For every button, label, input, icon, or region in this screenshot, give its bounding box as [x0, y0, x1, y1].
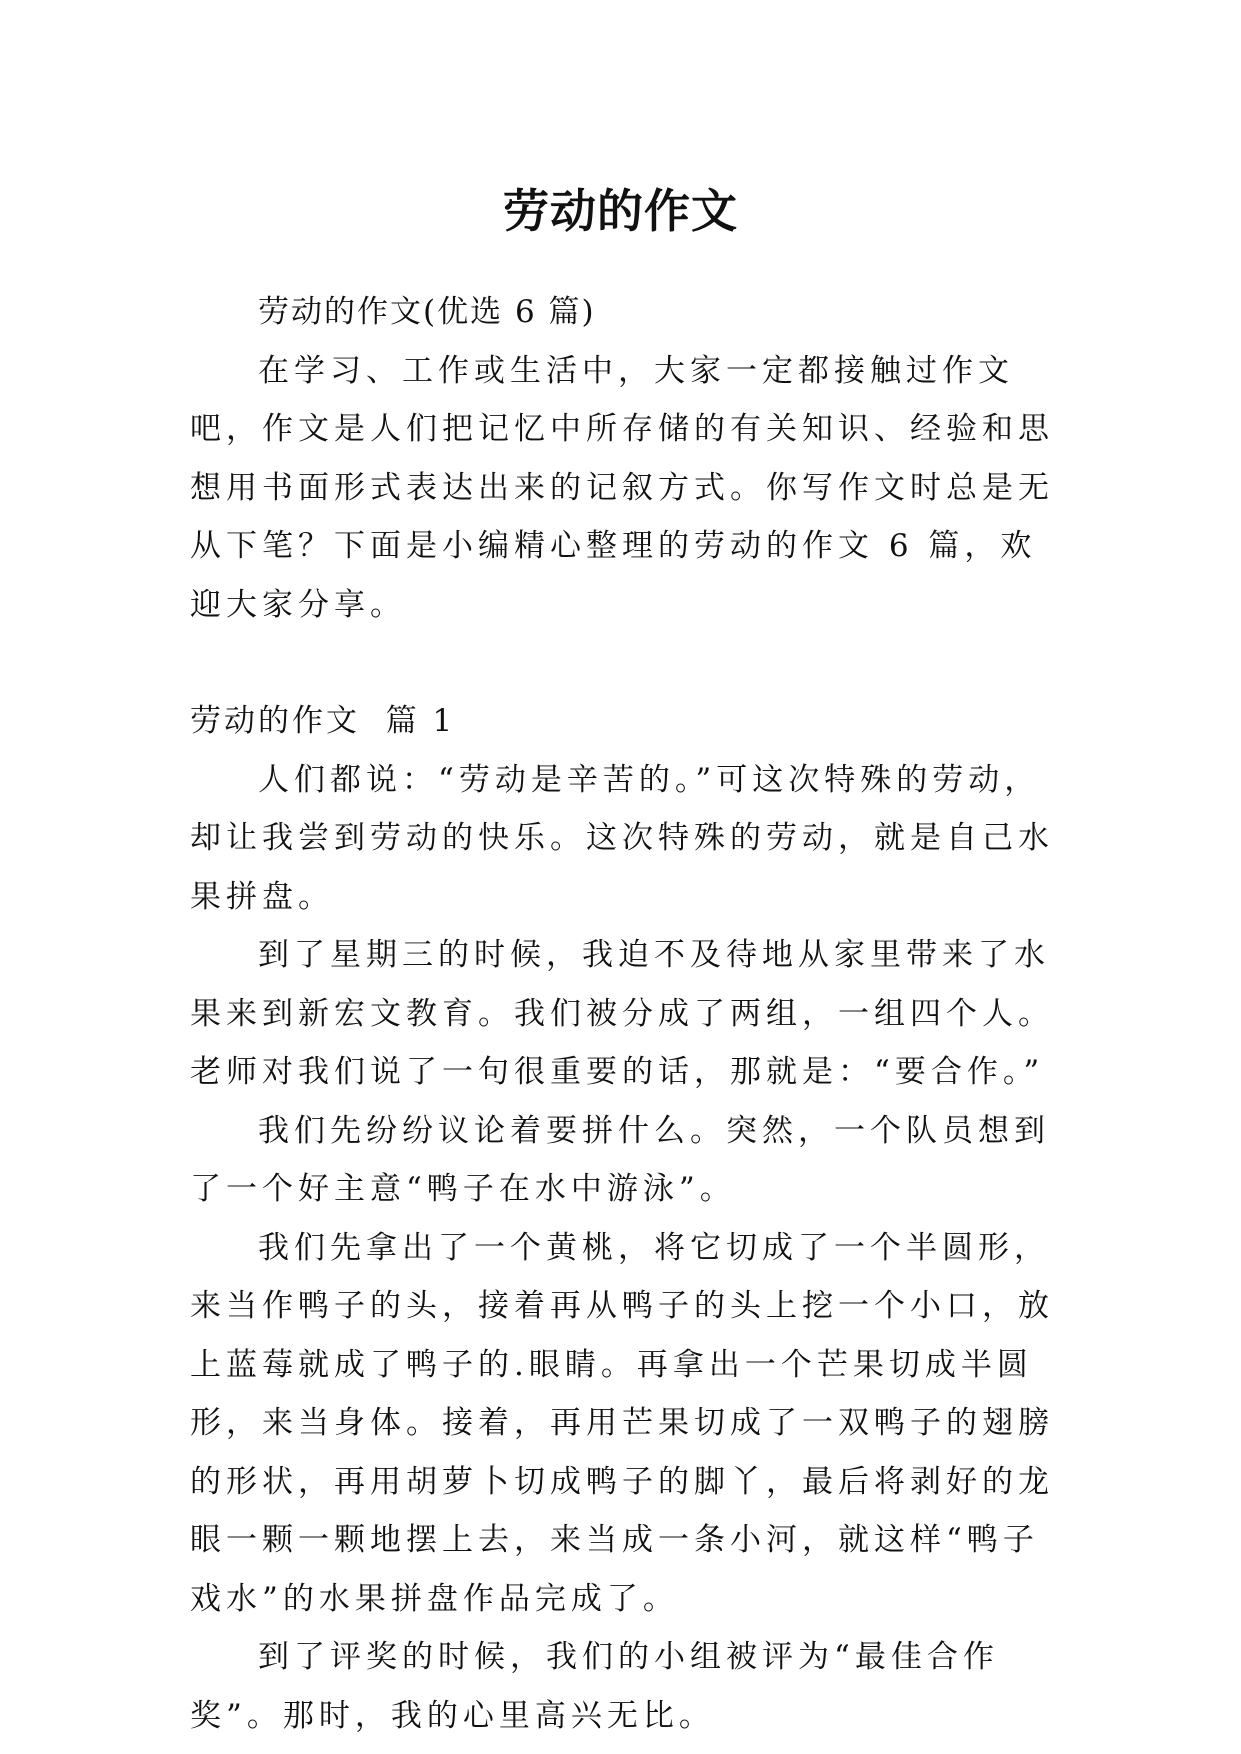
section-paragraph: 到了评奖的时候，我们的小组被评为“最佳合作奖”。那时，我的心里高兴无比。 — [190, 1639, 999, 1734]
section-paragraph: 到了星期三的时候，我迫不及待地从家里带来了水果来到新宏文教育。我们被分成了两组，一组四个人。老师对我们说了一句很重要的话，那就是：“要合作。” — [190, 937, 1054, 1090]
document-body — [190, 283, 1060, 1745]
document-title: 劳动的作文 — [503, 183, 738, 238]
section-paragraph: 我们先拿出了一个黄桃，将它切成了一个半圆形，来当作鸭子的头，接着再从鸭子的头上挖一个小口，放上蓝莓就成了鸭子的.眼睛。再拿出一个芒果切成半圆形，来当身体。接着，再用芒果切成了一双鸭子的翅膀的形状，再用胡萝卜切成鸭子的脚丫，最后将剥好的龙眼一颗一颗地摆上去，来当成一条小河，就这样“鸭子戏水”的水果拼盘作品完成了。 — [190, 1229, 1054, 1617]
section-paragraph: 我们先纷纷议论着要拼什么。突然，一个队员想到了一个好主意“鸭子在水中游泳”。 — [190, 1112, 1050, 1207]
intro-paragraph: 在学习、工作或生活中，大家一定都接触过作文吧，作文是人们把记忆中所存储的有关知识、经验和思想用书面形式表达出来的记叙方式。你写作文时总是无从下笔？下面是小编精心整理的劳动的作文 6 篇，欢迎大家分享。 — [190, 352, 1054, 623]
section-heading: 劳动的作文 篇 1 — [190, 703, 456, 739]
document-subtitle: 劳动的作文(优选 6 篇) — [258, 294, 596, 330]
section-paragraph: 人们都说：“劳动是辛苦的。”可这次特殊的劳动，却让我尝到劳动的快乐。这次特殊的劳动，就是自己水果拼盘。 — [190, 761, 1054, 915]
